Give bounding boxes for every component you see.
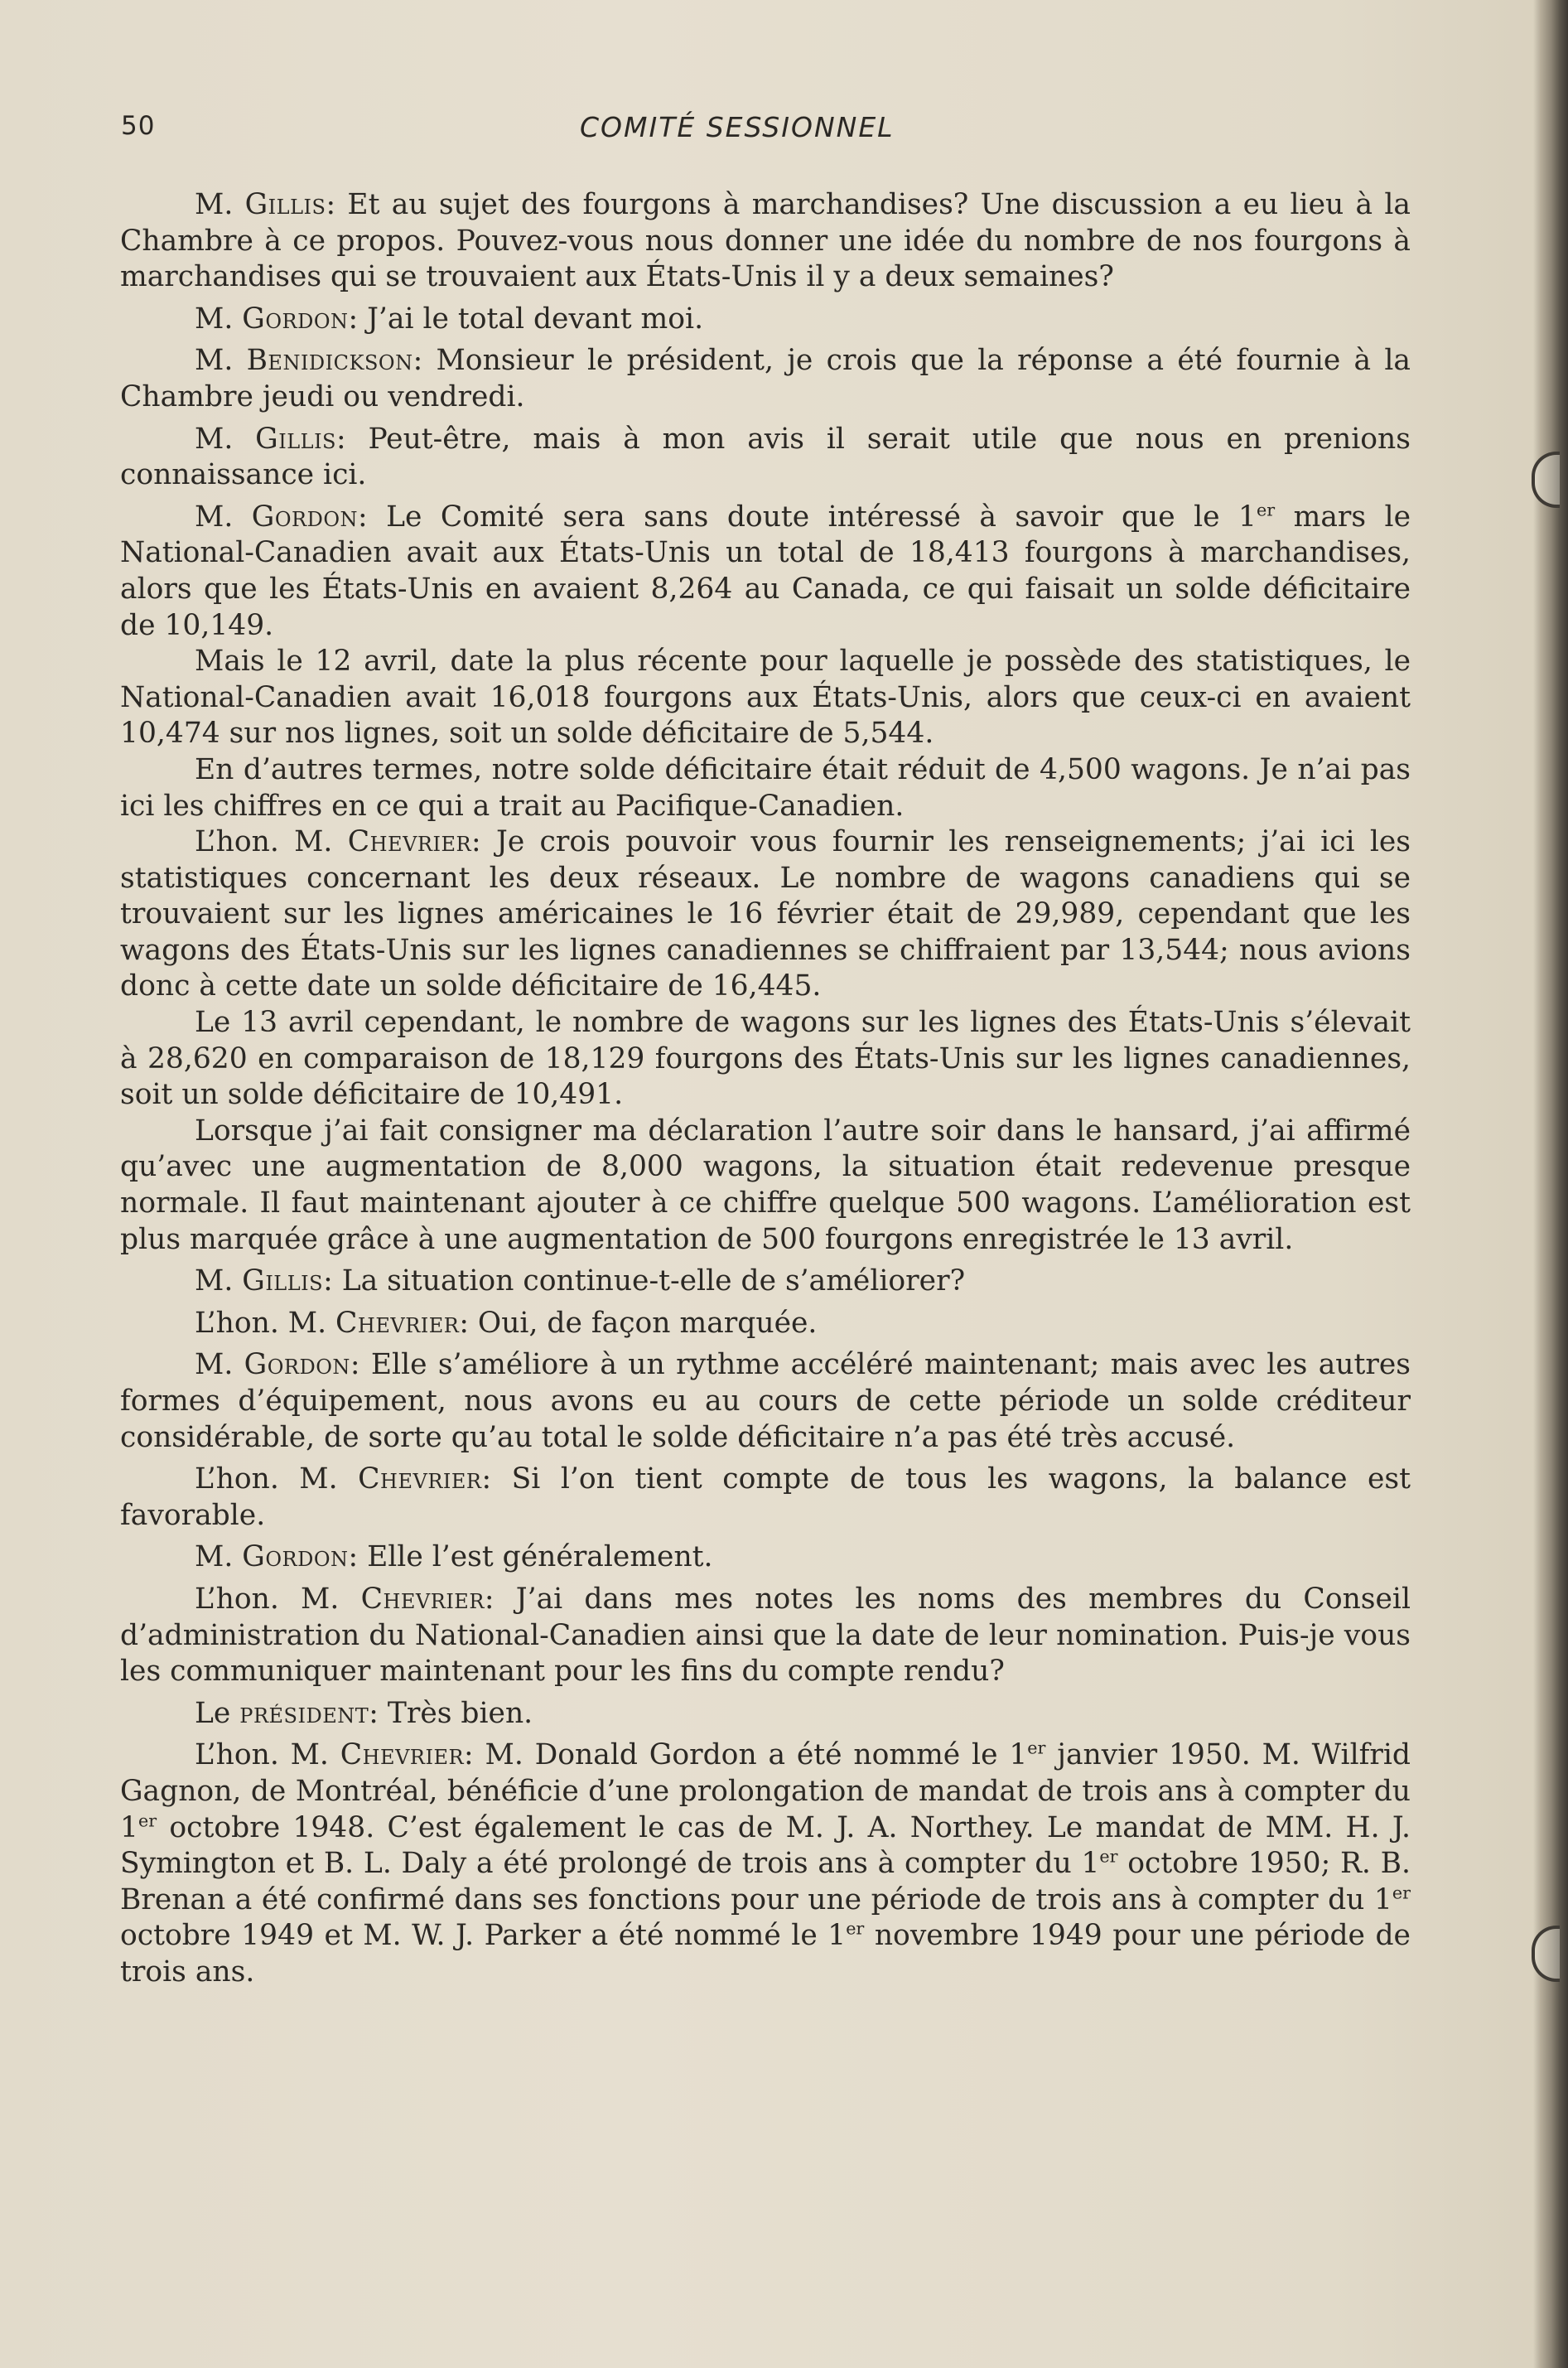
speaker-name: Gordon [251, 500, 358, 534]
paragraph: Lorsque j’ai fait consigner ma déclaration l’autre soir dans le hansard, j’ai affirmé qu’avec une augmentation de 8,000 wagons, la situation était redevenue presque normale. Il faut maintenant ajouter à ce chiffre quelque 500 wagons. L’amélioration est plus marquée grâce à une augmentation de 500 fourgons enregistrée le 13 avril. [120, 1114, 1411, 1256]
binding-shadow [1533, 0, 1540, 2368]
speaker-name: Chevrier [360, 1582, 485, 1616]
paragraph: L’hon. M. Chevrier: Oui, de façon marquée. [195, 1306, 818, 1340]
speaker-name: Gordon [242, 1540, 349, 1574]
paragraph: M. Gordon: Le Comité sera sans doute intéressé à savoir que le 1er mars le National-Canadien avait aux États-Unis un total de 18,413 fourgons à marchandises, alors que les États-Unis en avaient 8,264 au Canada, ce qui faisait un solde déficitaire de 10,149. [120, 500, 1411, 642]
paragraph: Le président: Très bien. [195, 1696, 533, 1730]
speaker-name: Gillis [242, 1264, 324, 1298]
paragraph: En d’autres termes, notre solde déficitaire était réduit de 4,500 wagons. Je n’ai pas ici les chiffres en ce qui a trait au Pacifique-Canadien. [120, 752, 1411, 823]
paragraph: M. Gordon: J’ai le total devant moi. [195, 302, 704, 336]
running-title: COMITÉ SESSIONNEL [580, 111, 895, 143]
paragraph: Mais le 12 avril, date la plus récente pour laquelle je possède des statistiques, le National-Canadien avait 16,018 fourgons aux États-Unis, alors que ceux-ci en avaient 10,474 sur nos lignes, soit un solde déficitaire de 5,544. [120, 645, 1411, 751]
speaker-name: Gordon [242, 302, 349, 336]
speaker-name: Gillis [244, 188, 326, 221]
speaker-name: Gordon [244, 1348, 350, 1382]
speaker-name: Gillis [255, 422, 336, 456]
speaker-name: Chevrier [347, 825, 472, 859]
page-number: 50 [121, 111, 156, 141]
book-spine [1540, 0, 1568, 2368]
speaker-name: Benidickson [246, 344, 413, 378]
paragraph: M. Gillis: Et au sujet des fourgons à marchandises? Une discussion a eu lieu à la Chambre à ce propos. Pouvez-vous nous donner une idée du nombre de nos fourgons à marchandises qui se trouvaient aux États-Unis il y a deux semaines? [120, 188, 1411, 294]
body-text [120, 187, 1411, 1997]
paragraph: M. Gordon: Elle s’améliore à un rythme accéléré maintenant; mais avec les autres formes d’équipement, nous avons eu au cours de cette période un solde créditeur considérable, de sorte qu’au total le solde déficitaire n’a pas été très accusé. [120, 1348, 1411, 1454]
paragraph: L’hon. M. Chevrier: J’ai dans mes notes les noms des membres du Conseil d’administration du National-Canadien ainsi que la date de leur nomination. Puis-je vous les communiquer maintenant pour les fins du compte rendu? [120, 1582, 1411, 1689]
speaker-name: Chevrier [340, 1738, 465, 1772]
paragraph: Le 13 avril cependant, le nombre de wagons sur les lignes des États-Unis s’élevait à 28,620 en comparaison de 18,129 fourgons des États-Unis sur les lignes canadiennes, soit un solde déficitaire de 10,491. [120, 1006, 1411, 1112]
paragraph: M. Gordon: Elle l’est généralement. [195, 1540, 713, 1574]
paragraph: L’hon. M. Chevrier: Je crois pouvoir vous fournir les renseignements; j’ai ici les statistiques concernant les deux réseaux. Le nombre de wagons canadiens qui se trouvaient sur les lignes américaines le 16 février était de 29,989, cependant que les wagons des États-Unis sur les lignes canadiennes se chiffraient par 13,544; nous avions donc à cette date un solde déficitaire de 16,445. [120, 825, 1411, 1003]
paragraph: L’hon. M. Chevrier: M. Donald Gordon a été nommé le 1er janvier 1950. M. Wilfrid Gagnon, de Montréal, bénéficie d’une prolongation de mandat de trois ans à compter du 1er octobre 1948. C’est également le cas de M. J. A. Northey. Le mandat de MM. H. J. Symington et B. L. Daly a été prolongé de trois ans à compter du 1er octobre 1950; R. B. Brenan a été confirmé dans ses fonctions pour une période de trois ans à compter du 1er octobre 1949 et M. W. J. Parker a été nommé le 1er novembre 1949 pour une période de trois ans. [120, 1737, 1411, 1989]
speaker-name: Chevrier [335, 1306, 460, 1340]
speaker-name: président [239, 1696, 369, 1730]
paragraph: M. Gillis: La situation continue-t-elle de s’améliorer? [195, 1264, 966, 1298]
speaker-name: Chevrier [358, 1462, 482, 1496]
paragraph: M. Benidickson: Monsieur le président, je crois que la réponse a été fournie à la Chambre jeudi ou vendredi. [120, 344, 1411, 413]
paragraph: L’hon. M. Chevrier: Si l’on tient compte de tous les wagons, la balance est favorable. [120, 1462, 1411, 1532]
paragraph: M. Gillis: Peut-être, mais à mon avis il serait utile que nous en prenions connaissance ici. [120, 422, 1411, 492]
